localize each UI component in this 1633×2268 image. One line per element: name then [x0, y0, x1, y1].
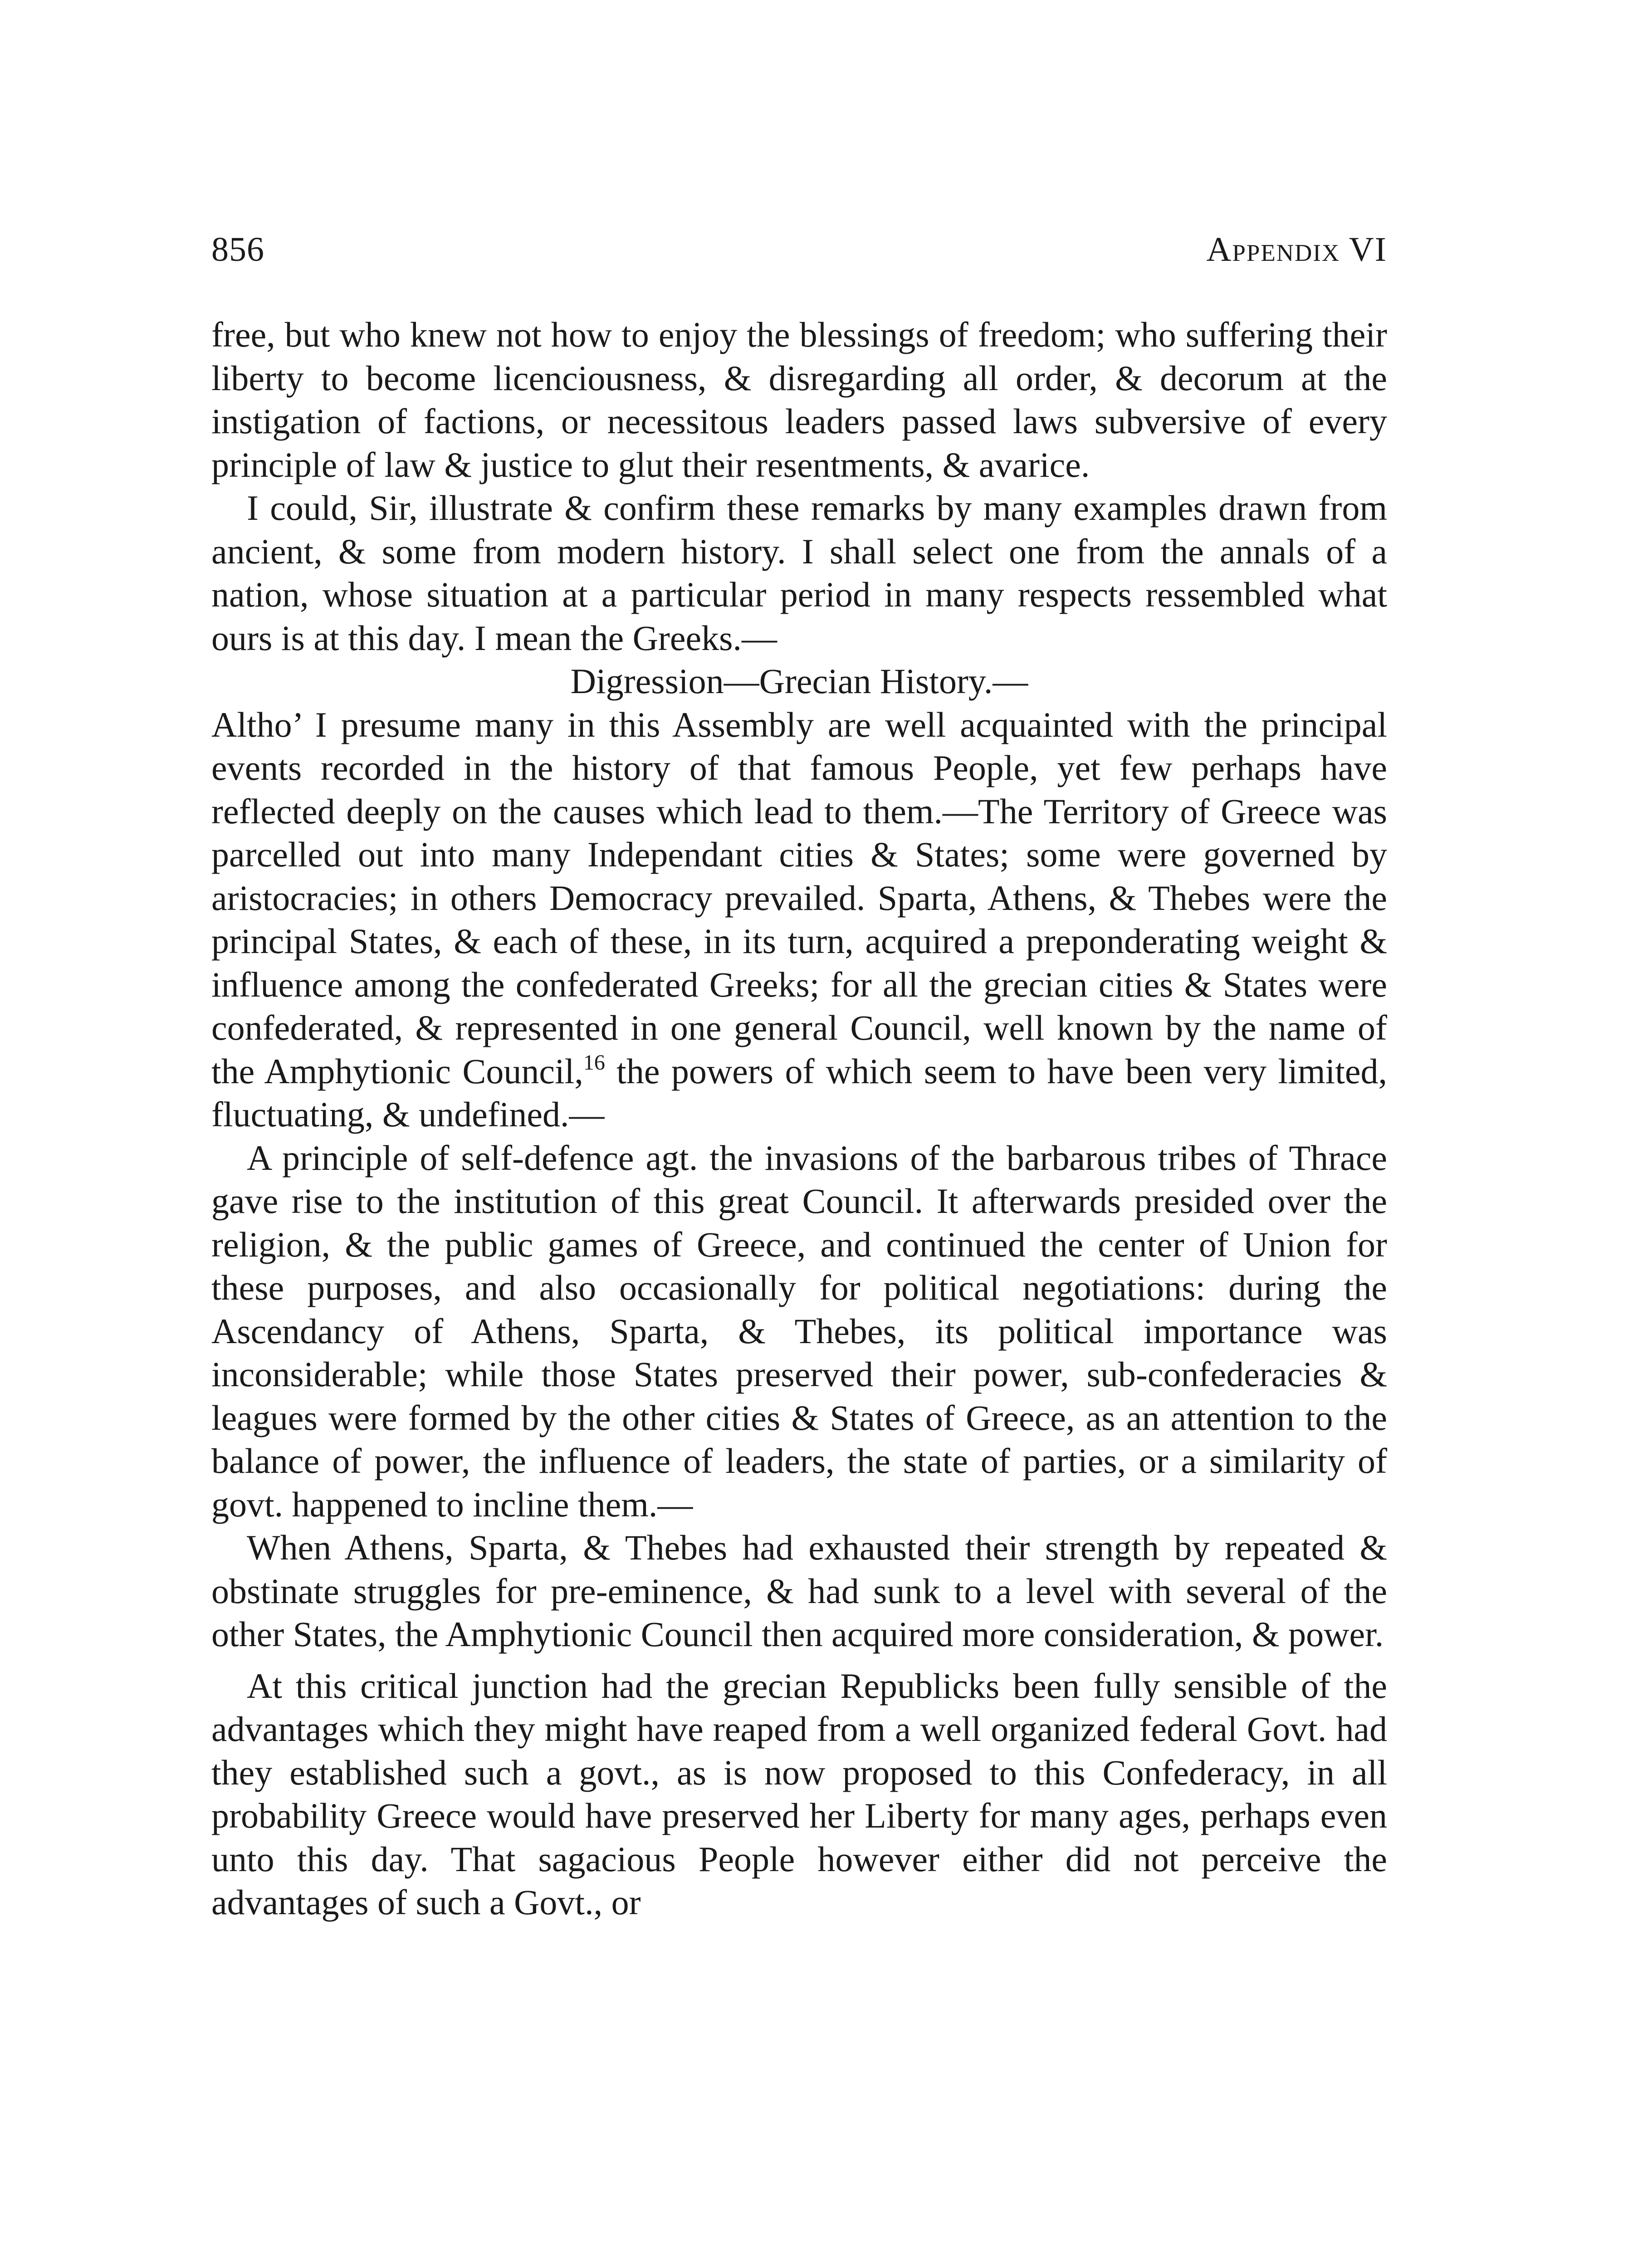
section-title: Appendix VI: [1206, 230, 1387, 269]
running-head: [211, 229, 1387, 270]
paragraph-6: At this critical junction had the grecian Republicks been fully sensible of the advantages which they might have reaped from a well organized federal Govt. had they established such a govt., as is now proposed to this Confederacy, in all probability Greece would have preserved her Liberty for many ages, perhaps even unto this day. That sagacious People however either did not perceive the advantages of such a Govt., or: [211, 1666, 1387, 1922]
paragraph-3-text: Altho’ I presume many in this Assembly are well acquainted with the principal events recorded in the history of that famous People, yet few perhaps have reflected deeply on the causes which lead to them.—The Territory of Greece was parcelled out into many Independant cities & States; some were governed by aristocracies; in others Democracy prevailed. Sparta, Athens, & Thebes were the principal States, & each of these, in its turn, acquired a preponderating weight & influence among the confederated Greeks; for all the grecian cities & States were confederated, & represented in one general Council, well known by the name of the Amphytionic Council,: [211, 704, 1387, 1091]
page-number: 856: [211, 230, 264, 269]
footnote-reference: 16: [583, 1050, 605, 1075]
paragraph-2: I could, Sir, illustrate & confirm these remarks by many examples drawn from ancient, & some from modern history. I shall select one from the annals of a nation, whose situation at a particular period in many respects ressembled what ours is at this day. I mean the Greeks.—: [211, 488, 1387, 658]
body-text: [211, 313, 1387, 1924]
paragraph-3-continuation: the powers of which seem to have been very limited, fluctuating, & undefined.—: [211, 1051, 1388, 1134]
digression-heading: Digression—Grecian History.—: [570, 661, 1028, 701]
paragraph-5: When Athens, Sparta, & Thebes had exhausted their strength by repeated & obstinate struggles for pre-eminence, & had sunk to a level with several of the other States, the Amphytionic Council then acquired more consideration, & power.: [211, 1528, 1387, 1654]
paragraph-4: A principle of self-defence agt. the invasions of the barbarous tribes of Thrace gave rise to the institution of this great Council. It afterwards presided over the religion, & the public games of Greece, and continued the center of Union for these purposes, and also occasionally for political negotiations: during the Ascendancy of Athens, Sparta, & Thebes, its political importance was inconsiderable; while those States preserved their power, sub-confederacies & leagues were formed by the other cities & States of Greece, as an attention to the balance of power, the influence of leaders, the state of parties, or a similarity of govt. happened to incline them.—: [211, 1138, 1387, 1524]
paragraph-1: free, but who knew not how to enjoy the blessings of freedom; who suffering their liberty to become licenciousness, & disregarding all order, & decorum at the instigation of factions, or necessitous leaders passed laws subversive of every principle of law & justice to glut their resentments, & avarice.: [211, 315, 1387, 484]
paragraph-3: [211, 703, 1387, 1136]
